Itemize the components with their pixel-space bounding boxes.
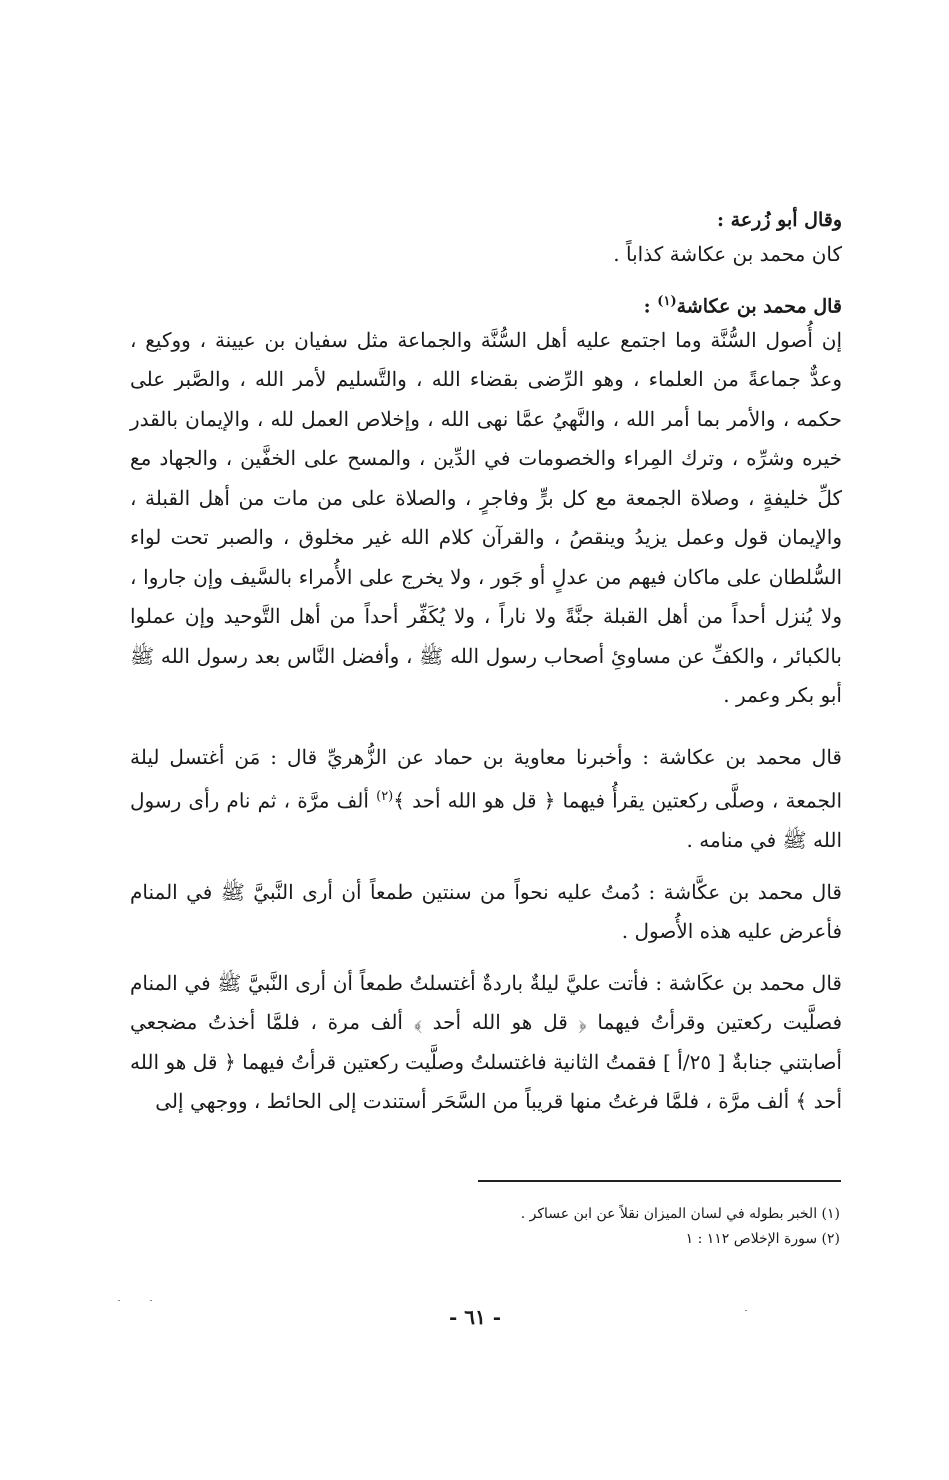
paragraph-zuhri-report: [130, 738, 842, 861]
paragraph-cold-night: قال محمد بن عكَاشة : فأتت عليَّ ليلةٌ باردةٌ أغتسلتُ طمعاً أن أرى النَّبيَّ ﷺ في المنام فصلَّيت ركعتين وقرأتُ فيهما ﴿ قل هو الله أحد ﴾ ألف مرة ، فلمَّا أخذتُ مضجعي أصابتني جنابةٌ [ ٢٥/أ ] فقمتُ الثانية فاغتسلتُ وصلَّيت ركعتين قرأتُ فيهما ﴿ قل هو الله أحد ﴾ ألف مرَّة ، فلمَّا فرغتُ منها قريباً من السَّحَر أستندت إلى الحائط ، ووجهي إلى: [130, 970, 843, 1114]
footnote-ref-1[interactable]: (١): [657, 293, 677, 309]
section-heading-ibn-ukasha: [130, 287, 842, 321]
footnote-1: (١) الخبر بطوله في لسان الميزان نقلاً عن ابن عساكر .: [520, 1206, 840, 1222]
scan-speck: [118, 1300, 120, 1301]
scan-speck: [745, 1310, 747, 1311]
scan-speck: [150, 1300, 152, 1301]
footnote-divider: [478, 1180, 841, 1182]
paragraph-text-a: قال محمد بن عكاشة : وأخبرنا معاوية بن حماد عن الزُّهريِّ قال : مَن أغتسل ليلة الجمعة ، وصلَّى ركعتين يقرأُ فيهما ﴿ قل هو الله أحد ﴾: [130, 744, 842, 813]
paragraph-text-b: ألف مرَّة ، ثم نام رأى رسول الله ﷺ في منامه .: [130, 788, 842, 853]
footnote-ref-2[interactable]: (٢): [376, 789, 394, 805]
heading-colon: :: [643, 294, 658, 317]
section-heading-abu-zura: وقال أبو زُرعة :: [717, 209, 842, 231]
paragraph-two-years: قال محمد بن عكَّاشة : دُمتُ عليه نحواً من سنتين طمعاً أن أرى النَّبيَّ ﷺ في المنام فأعرض عليه هذه الأُصول .: [130, 879, 842, 944]
paragraph-usul-sunnah: إن أُصول السُّنَّة وما اجتمع عليه أهل السُّنَّة والجماعة مثل سفيان بن عيينة ، ووكيع ، وعدٌّ جماعةً من العلماء ، وهو الرِّضى بقضاء الله ، والتَّسليم لأمر الله ، والصَّبر على حكمه ، والأمر بما أمر الله ، والنَّهيُ عمَّا نهى الله ، وإخلاص العمل لله ، والإيمان بالقدر خيره وشرِّه ، وترك المِراء والخصومات في الدِّين ، والمسح على الخفَّين ، والجهاد مع كلِّ خليفةٍ ، وصلاة الجمعة مع كل برٍّ وفاجرٍ ، والصلاة على من مات من أهل القبلة ، والإيمان قول وعمل يزيدُ وينقصُ ، والقرآن كلام الله غير مخلوق ، والصبر تحت لواء السُّلطان على ماكان فيهم من عدلٍ أو جَور ، ولا يخرج على الأُمراء بالسَّيف وإن جاروا ، ولا يُنزل أحداً من أهل القبلة جنَّةً ولا ناراً ، ولا يُكَفِّر أحداً من أهل التَّوحيد وإن عملوا بالكبائر ، والكفِّ عن مساوئِ أصحاب رسول الله ﷺ ، وأفضل النَّاس بعد رسول الله ﷺ أبو بكر وعمر .: [130, 327, 842, 708]
footnotes: [460, 1202, 840, 1252]
page-number: - ٦١ -: [448, 1305, 501, 1329]
paragraph-abu-zura: كان محمد بن عكاشة كذاباً .: [613, 242, 842, 266]
page-body: [130, 205, 842, 1122]
heading-text: قال محمد بن عكاشة: [676, 294, 842, 317]
footnote-2: (٢) سورة الإخلاص ١١٢ : ١: [685, 1231, 840, 1247]
